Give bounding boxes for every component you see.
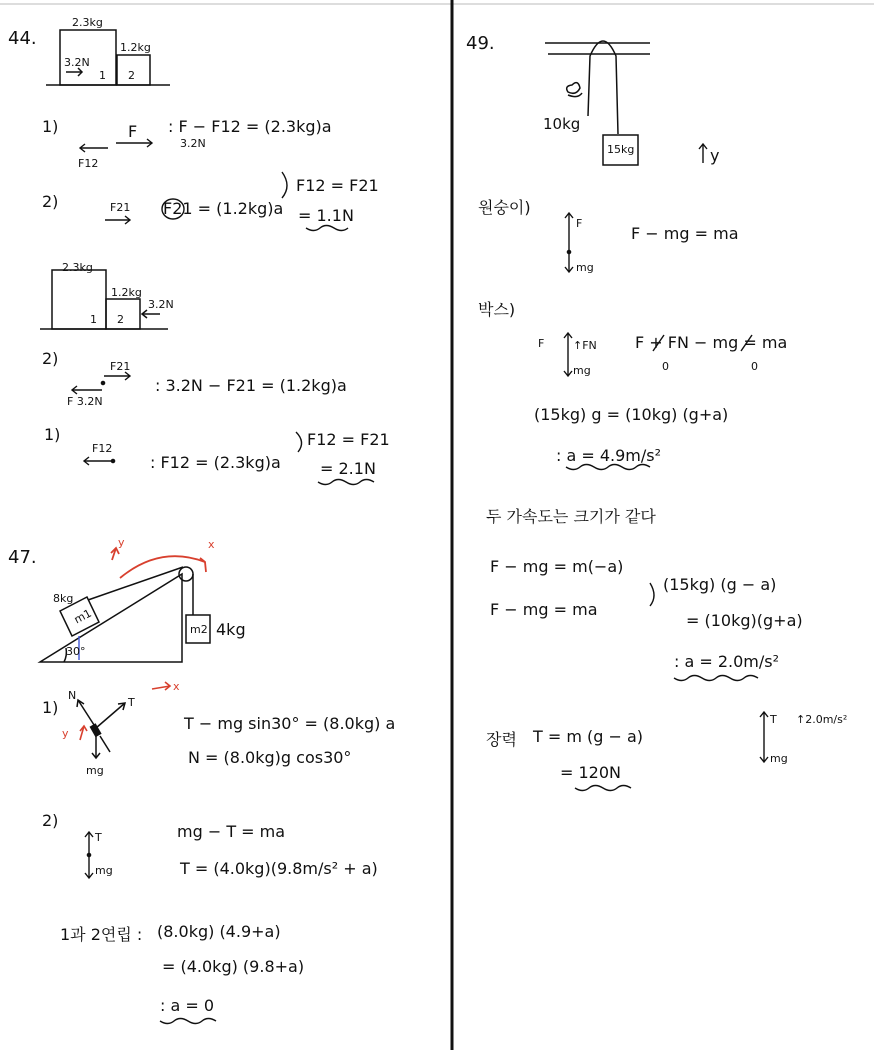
- fbd-2-weight: mg: [95, 864, 113, 877]
- fbd-2-number: 2): [42, 811, 59, 830]
- step-t2-force-F: F 3.2N: [67, 395, 103, 408]
- fbd-49-1: [565, 213, 573, 272]
- tension-label: 장력: [486, 730, 517, 749]
- problem-44-number: 44.: [8, 28, 37, 49]
- m2-label: m2: [190, 623, 208, 636]
- result-2-equation: F12 = F21: [307, 430, 390, 449]
- fbd-1-tension: T: [128, 696, 135, 709]
- equation-49-4: F − mg = m(−a): [490, 557, 624, 576]
- fbd-47-1: [77, 700, 125, 758]
- step-1-sub: 3.2N: [180, 137, 206, 150]
- axis-y-label: y: [118, 536, 125, 549]
- box2-label: 2: [128, 69, 135, 82]
- result-49-2: : a = 2.0m/s²: [674, 652, 780, 671]
- fbd-1-number: 1): [42, 698, 59, 717]
- equation-47-3: mg − T = ma: [177, 822, 286, 841]
- fbd-49-3-weight: mg: [770, 752, 788, 765]
- fbd-49-1-weight: mg: [576, 261, 594, 274]
- combine-label: 1과 2연립 :: [60, 925, 143, 944]
- equation-49-2: F + FN − mg = ma: [635, 333, 788, 352]
- equation-47-4: T = (4.0kg)(9.8m/s² + a): [180, 859, 378, 878]
- step-t2-equation: : 3.2N − F21 = (1.2kg)a: [155, 376, 347, 395]
- equation-49-1: F − mg = ma: [631, 224, 739, 243]
- step-2-force-F21: F21: [110, 201, 131, 214]
- result-1-value: = 1.1N: [298, 206, 354, 225]
- box1-mass: 2.3kg: [72, 16, 103, 29]
- part-2-label: 박스): [478, 300, 516, 319]
- result-1-equation: F12 = F21: [296, 176, 379, 195]
- cancel-zero-1: 0: [662, 360, 669, 373]
- fbd-49-2-weight: mg: [573, 364, 591, 377]
- incline-47-red: [111, 548, 206, 578]
- fbd-49-3-acceleration: ↑2.0m/s²: [796, 713, 848, 726]
- equation-49-6: (15kg) (g − a): [663, 575, 777, 594]
- fbd-1-normal: N: [68, 689, 77, 702]
- result-2-value: = 2.1N: [320, 459, 376, 478]
- fbd-2-tension: T: [95, 831, 102, 844]
- step-t2-number: 2): [42, 349, 59, 368]
- diagram-2-box2-label: 2: [117, 313, 124, 326]
- fbd-1-weight: mg: [86, 764, 104, 777]
- equation-49-7: = (10kg)(g+a): [686, 611, 803, 630]
- monkey-mass: 10kg: [543, 115, 581, 133]
- step-2-number: 2): [42, 192, 59, 211]
- equation-47-2: N = (8.0kg)g cos30°: [188, 748, 352, 767]
- box-mass: 15kg: [607, 143, 635, 156]
- step-t1-force-F12: F12: [92, 442, 113, 455]
- equation-47-6: = (4.0kg) (9.8+a): [162, 957, 305, 976]
- box1-label: 1: [99, 69, 106, 82]
- equation-49-8: T = m (g − a): [533, 727, 644, 746]
- m1-label: m1: [71, 606, 94, 627]
- statement-equal-acceleration: 두 가속도는 크기가 같다: [486, 507, 656, 526]
- box2-mass: 1.2kg: [120, 41, 151, 54]
- diagram-2-box1-mass: 2.3kg: [62, 261, 93, 274]
- step-1-force-F: F: [128, 122, 138, 141]
- step-1-number: 1): [42, 117, 59, 136]
- result-49-1: : a = 4.9m/s²: [556, 446, 662, 465]
- applied-force: 3.2N: [64, 56, 90, 69]
- fbd-1-y-axis: y: [62, 727, 69, 740]
- incline-angle: 30°: [66, 645, 86, 658]
- fbd-49-1-force: F: [576, 217, 583, 230]
- m1-mass: 8kg: [53, 592, 74, 605]
- diagram-2-box1-label: 1: [90, 313, 97, 326]
- result-49-3: = 120N: [560, 763, 621, 782]
- equation-47-1: T − mg sin30° = (8.0kg) a: [184, 714, 396, 733]
- diagram-2-force: 3.2N: [148, 298, 174, 311]
- problem-47-number: 47.: [8, 547, 37, 568]
- equation-47-5: (8.0kg) (4.9+a): [157, 922, 281, 941]
- equation-49-3: (15kg) g = (10kg) (g+a): [534, 405, 729, 424]
- cancel-zero-2: 0: [751, 360, 758, 373]
- fbd-49-2-normal: ↑FN: [573, 339, 597, 352]
- m2-mass: 4kg: [216, 620, 246, 639]
- step-t1-equation: : F12 = (2.3kg)a: [150, 453, 281, 472]
- equation-49-5: F − mg = ma: [490, 600, 598, 619]
- step-1-force-F12: F12: [78, 157, 99, 170]
- diagram-2-box2-mass: 1.2kg: [111, 286, 142, 299]
- up-axis-y: y: [710, 146, 720, 165]
- axis-x-label: x: [208, 538, 215, 551]
- step-t1-number: 1): [44, 425, 61, 444]
- fbd-49-3-tension: T: [770, 713, 777, 726]
- fbd-1-x-axis: x: [173, 680, 180, 693]
- part-1-label: 원숭이): [478, 198, 531, 217]
- arrows-44-s1: [80, 139, 152, 152]
- problem-49-number: 49.: [466, 33, 495, 54]
- arrows-44-t2: [72, 372, 130, 394]
- fbd-49-2-force: F: [538, 337, 545, 350]
- result-47: : a = 0: [160, 996, 215, 1015]
- fbd-49-3: [760, 712, 768, 762]
- step-1-equation: : F − F12 = (2.3kg)a: [168, 117, 332, 136]
- step-t2-force-F21: F21: [110, 360, 131, 373]
- step-2-equation: F21 = (1.2kg)a: [163, 199, 284, 218]
